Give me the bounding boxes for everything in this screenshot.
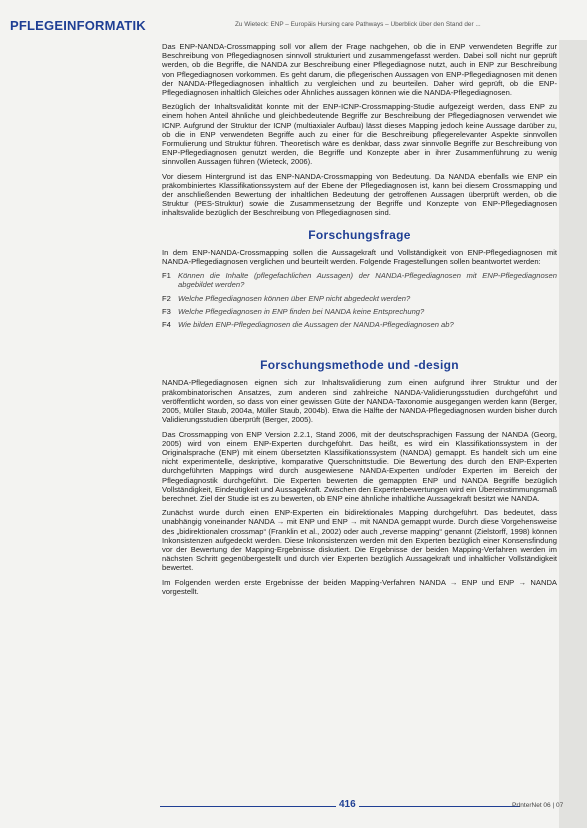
body-paragraph: Im Folgenden werden erste Ergebnisse der beiden Mapping-Verfahren NANDA → ENP und ENP → NANDA vorgestellt.	[162, 577, 557, 596]
research-question	[162, 271, 557, 289]
page-margin-bar	[559, 40, 587, 828]
question-number: F3	[162, 306, 171, 316]
question-number: F1	[162, 271, 171, 281]
question-text: Können die Inhalte (pflegefachlichen Aussagen) der NANDA-Pflegediagnosen mit ENP-Pflegediagnosen abgebildet werden?	[178, 271, 557, 290]
journal-brand: PFLEGEINFORMATIK	[10, 18, 146, 33]
body-paragraph: Vor diesem Hintergrund ist das ENP-NANDA-Crossmapping von Bedeutung. Da NANDA ebenfalls wie ENP ein präkombiniertes Klassifikationssystem auf der Ebene der Pflegediagnosen ist, kann bei diesem Crossmapping und der anschließenden Bewertung der inhaltlichen Bedeutung der getroffenen Aussagen überprüft werden, ob die Struktur (PES-Struktur) sowie die Zusammensetzung der Begriffe und Konzepte von ENP-Pflegediagnosen inhaltsvalide bezüglich der Beschreibung von Pflegediagnosen sind.	[162, 171, 557, 218]
research-question	[162, 294, 557, 303]
body-paragraph: Zunächst wurde durch einen ENP-Experten ein bidirektionales Mapping durchgeführt. Das bedeutet, dass unabhängig voneinander NANDA → mit ENP und ENP → mit NANDA gemappt wurde. Durch diese Vorgehensweise des „bidirektionalen crossmap“ (Franklin et al., 2002) oder auch „reverse mapping“ genannt (Zielstorff, 1998) können Inkonsistenzen aufgedeckt werden. Diese Inkonsistenzen werden mit den Experten bezüglich einer Konsensfindung vor der Bewertung der Mapping-Ergebnisse diskutiert. Die Ergebnisse der beiden Mapping-Verfahren werden im nächsten Schritt gegenübergestellt und durch vier Experten bezüglich Aussagekraft und inhaltlicher Vollständigkeit bewertet.	[162, 508, 557, 573]
body-paragraph: Das Crossmapping von ENP Version 2.2.1, Stand 2006, mit der deutschsprachigen Fassung der NANDA (Georg, 2005) wird von einem ENP-Experten durchgeführt. Das heißt, es wird ein Klassifikationssystem in der Originalsprache (ENP) mit einem übersetzten Klassifikationssystem (NANDA) gemappt. Es handelt sich um eine nicht experimentelle, deskriptive, komparative Querschnittstudie. Die Bewertung des durch den ENP-Experten durchgeführten Mappings wird durch ausgewiesene NANDA-Experten und/oder Experten im Bereich der Pflegediagnostik durchgeführt. Die Experten bewerten die gemappten ENP und NANDA Begriffe bezüglich Vollständigkeit, Eindeutigkeit und Aussagekraft. Zwischen den Expertenbewertungen wird ein Übereinstimmungsmaß berechnet. Ziel der Studie ist es zu bewerten, ob ENP eine ähnliche inhaltliche Aussagekraft besitzt wie NANDA.	[162, 429, 557, 503]
page-header	[0, 0, 587, 40]
section-heading: Forschungsmethode und -design	[260, 358, 459, 373]
question-text: Wie bilden ENP-Pflegediagnosen die Aussagen der NANDA-Pflegediagnosen ab?	[178, 320, 454, 330]
research-question	[162, 307, 557, 316]
question-text: Welche Pflegediagnosen in ENP finden bei NANDA keine Entsprechung?	[178, 306, 425, 316]
research-question	[162, 320, 557, 329]
body-paragraph: In dem ENP-NANDA-Crossmapping sollen die Aussagekraft und Vollständigkeit von ENP-Pflegediagnosen mit NANDA-Pflegediagnosen verglichen und beurteilt werden. Folgende Fragestellungen sollen beantwortet werden:	[162, 247, 557, 267]
running-title: Zu Wieteck: ENP – Europäis Hursing care Pathways – Überblick über den Stand der ...	[235, 21, 481, 28]
body-paragraph: NANDA-Pflegediagnosen eignen sich zur Inhaltsvalidierung zum einen aufgrund ihrer Struktur und der präkombinatorischen Ansatzes, zum anderen sind zahlreiche NANDA-Validierungsstudien durchgeführt und veröffentlicht worden, so dass von einer gewissen Güte der NANDA-Taxonomie ausgegangen werden kann (Berger, 2005, Müller Staub, 2004a, Müller Staub, 2004b). Etwa die Hälfte der NANDA-Pflegediagnosen wurden bisher durch Validierungsstudien überprüft (Berger, 2005).	[162, 378, 557, 425]
section-heading: Forschungsfrage	[308, 227, 411, 242]
body-paragraph: Bezüglich der Inhaltsvalidität konnte mit der ENP-ICNP-Crossmapping-Studie aufgezeigt werden, dass ENP zu einem hohen Anteil ähnliche und gleichbedeutende Begriffe zur Beschreibung der Pflegediagnosen verwendet wie ICNP. Aufgrund der Struktur der ICNP (multiaxialer Aufbau) lässt dieses Mapping jedoch keine Aussage darüber zu, ob die in ENP verwendeten Begriffe auch zu einer für die Beschreibung pflegerelevanter Aspekte sinnvollen Formulierung und Struktur führen. Theoretisch wäre es denkbar, dass zwar sinnvolle Begriffe zur Beschreibung von ENP-Pflegediagnosen genutzt werden, die Begriffe und Konzepte aber in ihrer Zusammenführung zu wenig sinnvollen Aussagen führen (Wieteck, 2006).	[162, 102, 557, 167]
question-number: F4	[162, 320, 171, 330]
body-paragraph: Das ENP-NANDA-Crossmapping soll vor allem der Frage nachgehen, ob die in ENP verwendeten Begriffe zur Beschreibung von Pflegediagnosen sinnvoll strukturiert und zusammengefasst werden. Dabei soll nicht nur geprüft werden, ob die Begriffe, die NANDA zur Beschreibung einer Pflegediagnose nutzt, auch in ENP zur Beschreibung von Pflegediagnosen vorkommen. Es geht darum, die pflegerischen Aussagen von ENP-Pflegediagnosen mit denen der NANDA-Pflegediagnosen inhaltlich zu vergleichen und zu beurteilen. Daher wird geprüft, ob die ENP-Pflegediagnosen inhaltlich Gleiches oder Ähnliches aussagen können wie die NANDA-Pflegediagnosen.	[162, 42, 557, 98]
article-body	[162, 42, 557, 601]
journal-issue: PrInterNet 06 | 07	[512, 802, 564, 809]
question-text: Welche Pflegediagnosen können über ENP nicht abgedeckt werden?	[178, 293, 411, 303]
question-number: F2	[162, 293, 171, 303]
page-number: 416	[336, 799, 359, 810]
